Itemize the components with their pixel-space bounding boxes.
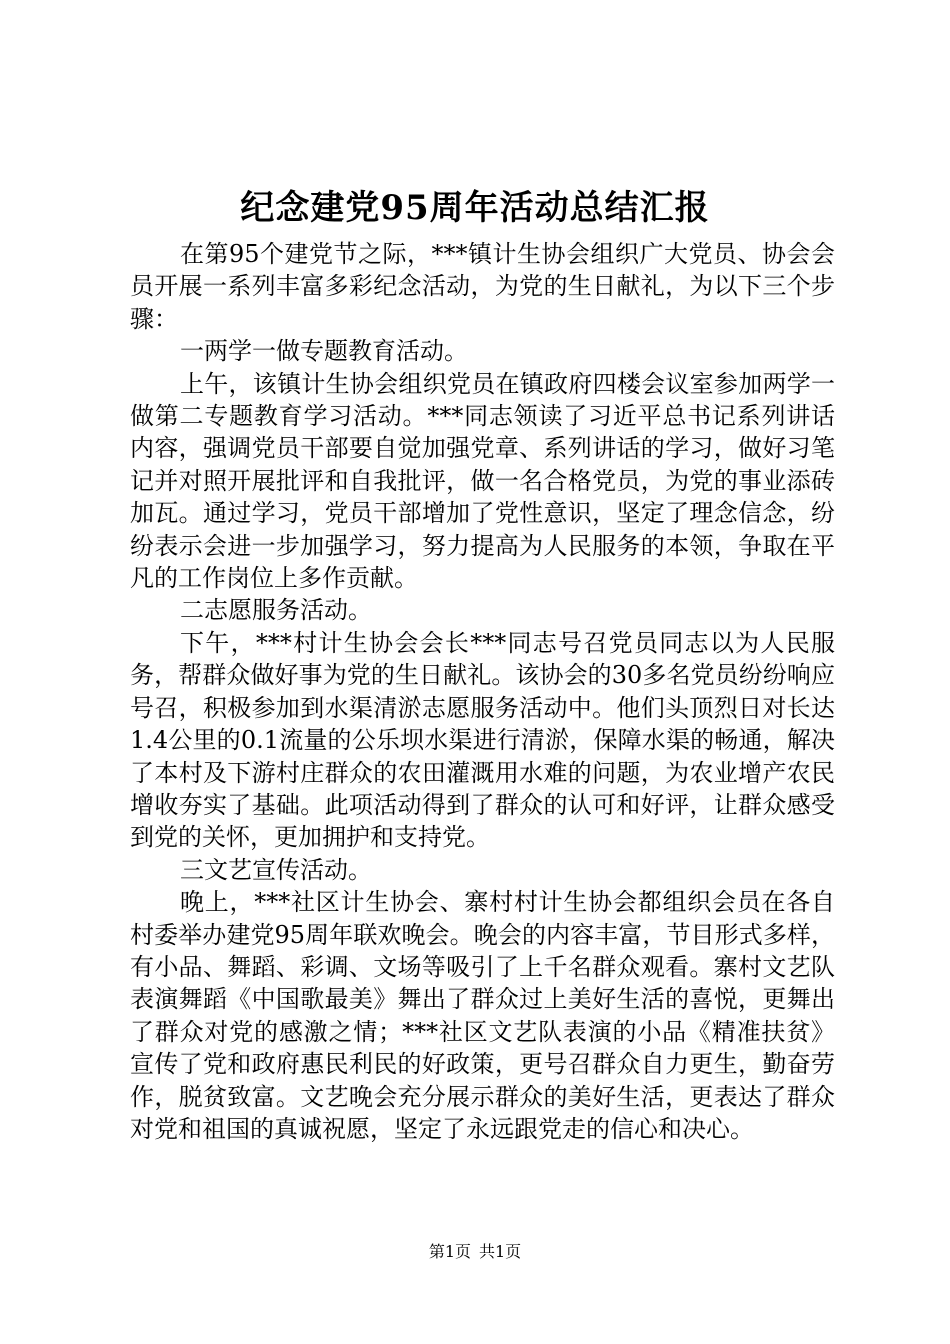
page-number: 第1页 bbox=[428, 1242, 471, 1261]
paragraph-section-1: 上午，该镇计生协会组织党员在镇政府四楼会议室参加两学一做第二专题教育学习活动。***同志领读了习近平总书记系列讲话内容，强调党员干部要自觉加强党章、系列讲话的学习，做好习笔记并对照开展批评和自我批评，做一名合格党员，为党的事业添砖加瓦。通过学习，党员干部增加了党性意识，坚定了理念信念，纷纷表示会进一步加强学习，努力提高为人民服务的本领，争取在平凡的工作岗位上多作贡献。 bbox=[130, 369, 835, 593]
paragraph-intro: 在第95个建党节之际，***镇计生协会组织广大党员、协会会员开展一系列丰富多彩纪念活动，为党的生日献礼，为以下三个步骤： bbox=[130, 240, 835, 333]
page-total: 共1页 bbox=[479, 1242, 522, 1261]
section-heading-2: 二志愿服务活动。 bbox=[180, 596, 372, 625]
document-title: 纪念建党95周年活动总结汇报 bbox=[240, 188, 710, 228]
section-heading-3: 三文艺宣传活动。 bbox=[180, 855, 372, 884]
document-body bbox=[130, 238, 835, 1145]
paragraph-section-2: 下午，***村计生协会会长***同志号召党员同志以为人民服务，帮群众做好事为党的生日献礼。该协会的30多名党员纷纷响应号召，积极参加到水渠清淤志愿服务活动中。他们头顶烈日对长达1.4公里的0.1流量的公乐坝水渠进行清淤，保障水渠的畅通，解决了本村及下游村庄群众的农田灌溉用水难的问题，为农业增产农民增收夯实了基础。此项活动得到了群众的认可和好评，让群众感受到党的关怀，更加拥护和支持党。 bbox=[130, 628, 835, 852]
paragraph-section-3: 晚上，***社区计生协会、寨村村计生协会都组织会员在各自村委举办建党95周年联欢晚会。晚会的内容丰富，节目形式多样，有小品、舞蹈、彩调、文场等吸引了上千名群众观看。寨村文艺队表演舞蹈《中国歌最美》舞出了群众过上美好生活的喜悦，更舞出了群众对党的感激之情；***社区文艺队表演的小品《精准扶贫》宣传了党和政府惠民利民的好政策，更号召群众自力更生，勤奋劳作，脱贫致富。文艺晚会充分展示群众的美好生活，更表达了群众对党和祖国的真诚祝愿，坚定了永远跟党走的信心和决心。 bbox=[130, 888, 835, 1143]
page-footer bbox=[0, 1242, 950, 1262]
section-heading-1: 一两学一做专题教育活动。 bbox=[180, 337, 468, 366]
